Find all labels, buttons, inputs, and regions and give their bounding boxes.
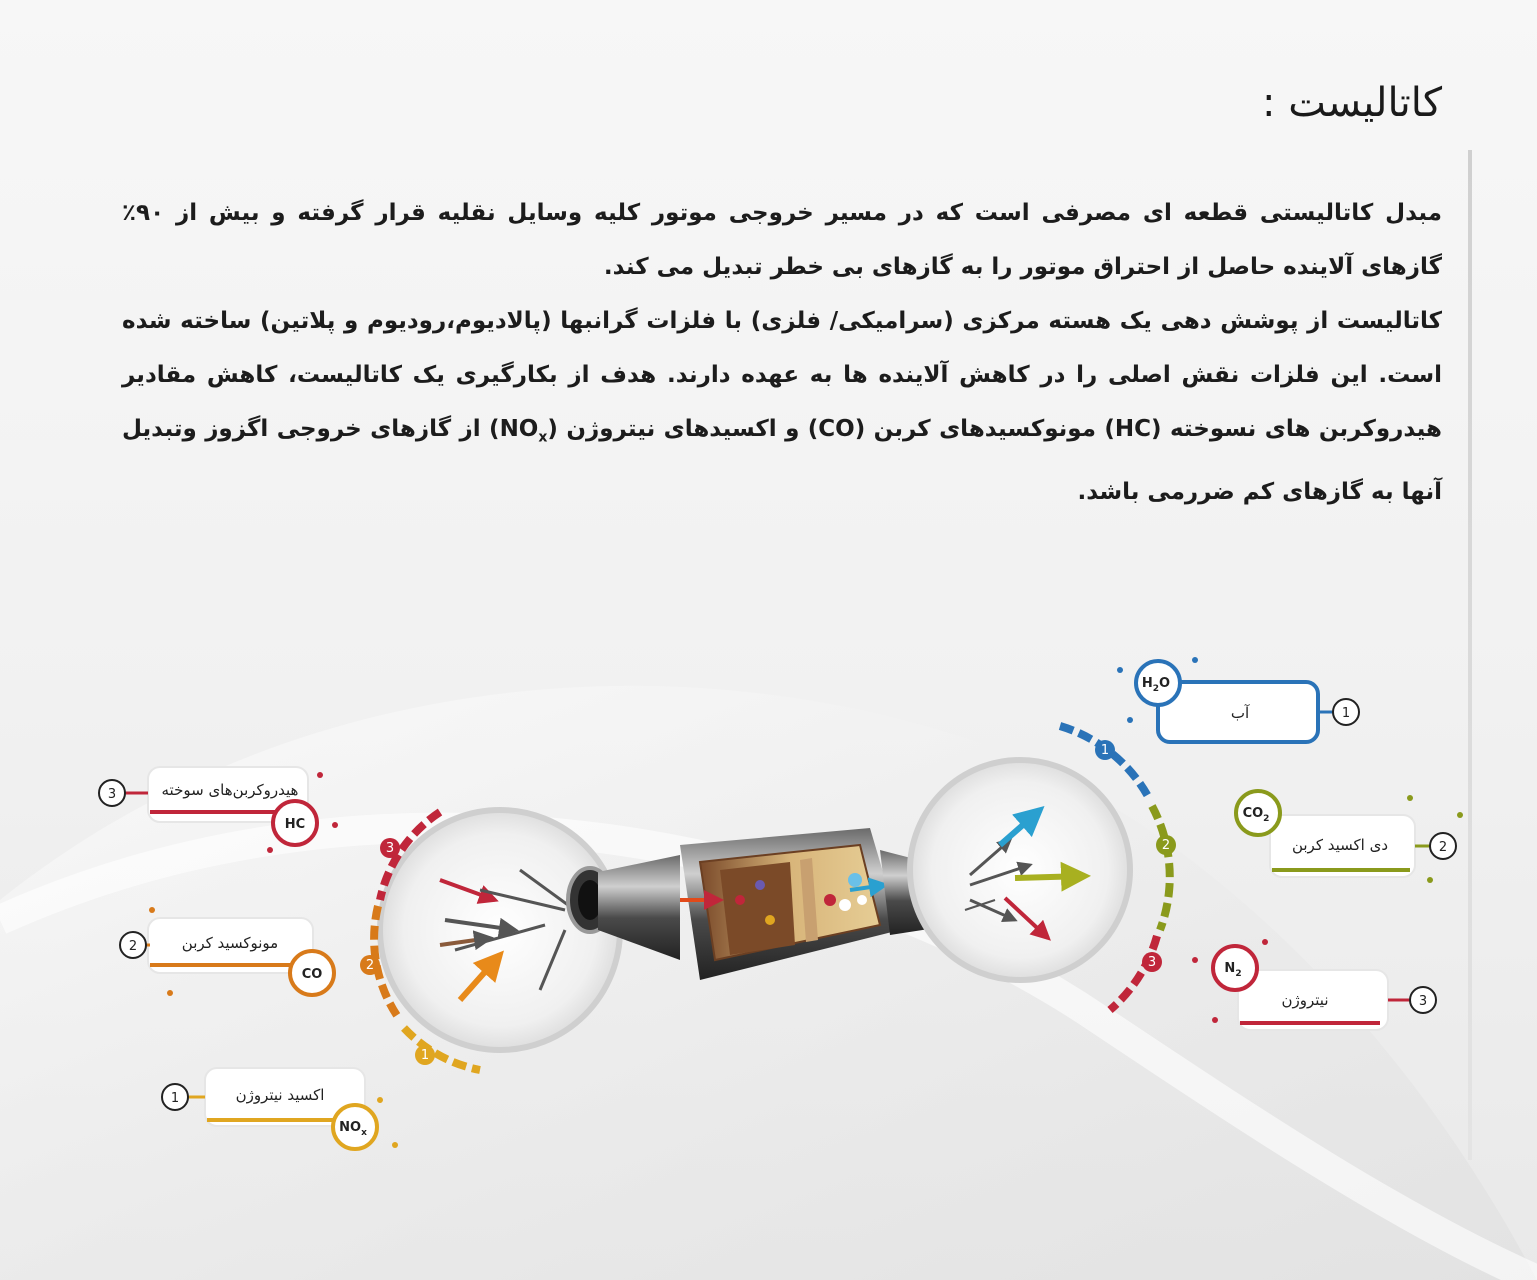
svg-text:آب: آب [1230, 704, 1250, 722]
ring-right-marker-2 [1156, 835, 1176, 855]
paragraph-1: مبدل کاتالیستی قطعه ای مصرفی است که در مسیر خروجی موتور کلیه وسایل نقلیه قرار گرفته و بیش از ۹۰٪ گازهای آلاینده حاصل از احتراق موتور را به گازهای بی خطر تبدیل می کند. [122, 200, 1442, 280]
svg-text:CO: CO [301, 967, 323, 982]
svg-text:1: 1 [420, 1048, 430, 1063]
svg-text:CO2: $CO_2$ [1242, 806, 1270, 824]
output-h2o-label [1117, 657, 1359, 742]
svg-text:3: 3 [1147, 955, 1157, 970]
body-text [122, 186, 1442, 519]
svg-text:1: 1 [1100, 743, 1110, 758]
page-title: کاتالیست : [1262, 80, 1442, 126]
ring-left-marker-1 [415, 1045, 435, 1065]
svg-text:2: 2 [128, 939, 138, 954]
svg-text:N2: $N_2$ [1224, 961, 1242, 979]
ring-left-marker-2 [360, 955, 380, 975]
svg-text:مونوکسید کربن: مونوکسید کربن [181, 934, 279, 952]
paragraph-2-main: کاتالیست از پوشش دهی یک هسته مرکزی (سرامیکی/ فلزی) با فلزات گرانبها (پالادیوم،رودیوم و پلاتین) ساخته شده است. این فلزات نقش اصلی را در کاهش آلاینده ها به عهده دارند. هدف از بکارگیری یک کاتالیست، کاهش مقادیر هیدروکربن های نسوخته (HC) مونوکسیدهای کربن (CO) و اکسیدهای نیتروژن [122, 308, 1442, 442]
svg-text:H2O: $H_2O$ [1141, 676, 1171, 694]
paragraph-2-end: ) از گازهای خروجی اگزوز وتبدیل آنها به گازهای کم ضررمی باشد. [122, 416, 1442, 505]
svg-text:اکسید نیتروژن: اکسید نیتروژن [235, 1086, 325, 1104]
svg-text:دی اکسید کربن: دی اکسید کربن [1291, 836, 1389, 854]
svg-text:نیتروژن: نیتروژن [1281, 991, 1329, 1009]
nox-prefix: (NO [499, 416, 558, 442]
svg-text:2: 2 [365, 958, 375, 973]
nox-subscript: x [538, 429, 548, 446]
paragraph-2 [122, 294, 1442, 519]
svg-text:3: 3 [385, 841, 395, 856]
svg-text:NOx: $NO_x$ [339, 1120, 367, 1138]
ring-right-marker-1 [1095, 740, 1115, 760]
svg-text:HC: HC [284, 817, 306, 832]
catalytic-converter-illustration [0, 600, 1537, 1280]
svg-text:1: 1 [1341, 706, 1351, 721]
output-co2-label [1236, 791, 1463, 883]
svg-text:2: 2 [1161, 838, 1171, 853]
svg-text:1: 1 [170, 1091, 180, 1106]
ring-right-marker-3 [1142, 952, 1162, 972]
svg-text:3: 3 [1418, 994, 1428, 1009]
ring-left-marker-3 [380, 838, 400, 858]
svg-text:2: 2 [1438, 840, 1448, 855]
svg-text:هیدروکربن‌های سوخته: هیدروکربن‌های سوخته [161, 781, 299, 799]
svg-text:3: 3 [107, 787, 117, 802]
